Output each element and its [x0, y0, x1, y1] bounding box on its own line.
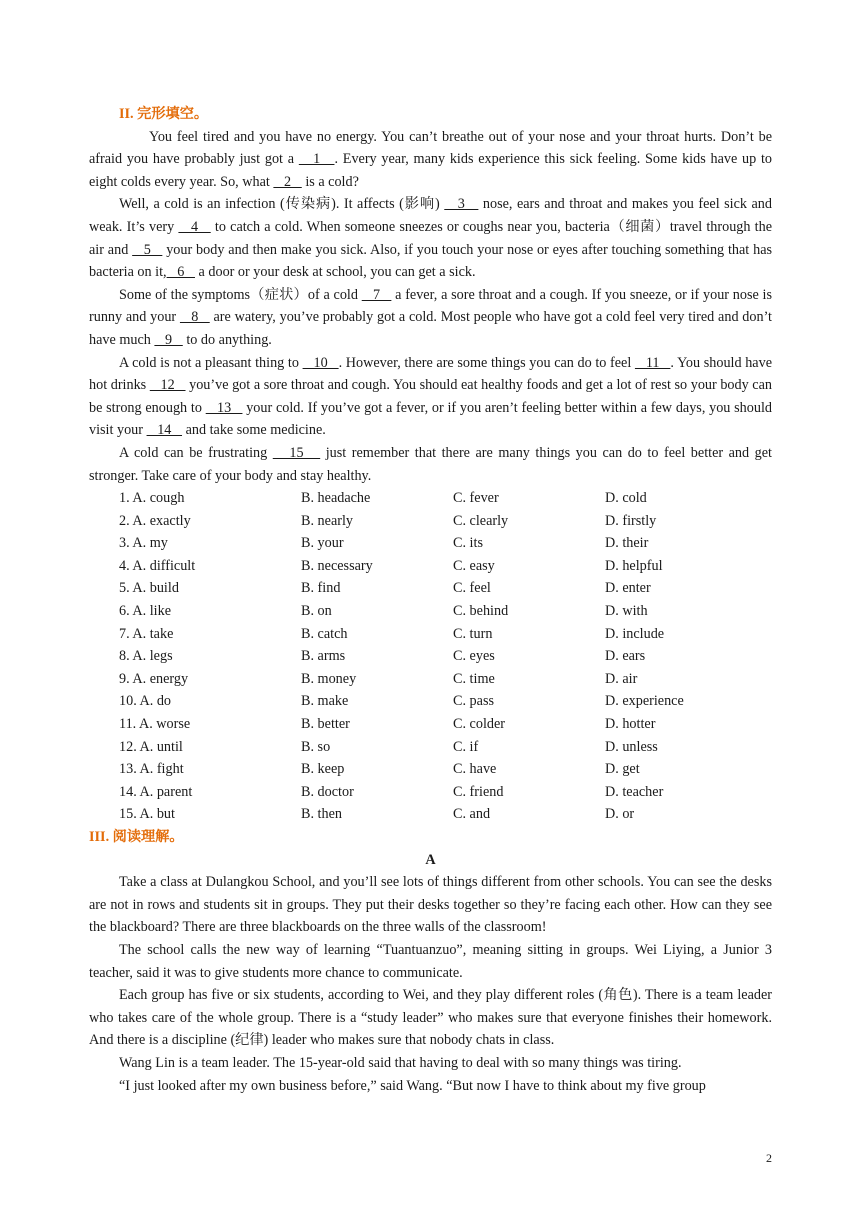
- option-c: C. clearly: [453, 512, 509, 529]
- option-row: [119, 781, 772, 804]
- option-c: C. fever: [453, 490, 499, 507]
- option-d: D. get: [605, 761, 640, 778]
- paragraph-text: your cold. If you’ve got a fever, or if you aren’t feeling better within a few days, you should visit your: [89, 399, 773, 439]
- option-b: B. make: [301, 693, 349, 710]
- paragraph-text: and take some medicine.: [182, 422, 326, 439]
- cloze-paragraph: [89, 352, 772, 442]
- option-row: [119, 736, 772, 759]
- option-b: B. on: [301, 603, 332, 620]
- paragraph-text: You feel tired and you have no energy. You can’t breathe out of your nose and your throat hurts. Don’t be afraid you have probably just got a: [89, 128, 772, 168]
- paragraph-text: a door or your desk at school, you can get a sick.: [194, 264, 476, 281]
- cloze-blank: 4: [178, 218, 211, 235]
- option-a: 3. A. my: [119, 535, 168, 552]
- reading-paragraph: Each group has five or six students, according to Wei, and they play different roles (角色). There is a team leader who takes care of the whole group. There is a “study leader” who makes sure that everyone finishes their homework. And there is a discipline (纪律) leader who makes sure that nobody chats in class.: [89, 987, 772, 1049]
- option-d: D. experience: [605, 693, 684, 710]
- cloze-blank: 6: [166, 264, 195, 281]
- reading-paragraph: Wang Lin is a team leader. The 15-year-old said that having to deal with so many things was tiring.: [119, 1054, 682, 1071]
- option-b: B. nearly: [301, 512, 354, 529]
- option-b: B. arms: [301, 648, 346, 665]
- paragraph-text: A cold can be frustrating: [119, 444, 273, 461]
- option-c: C. colder: [453, 716, 506, 733]
- option-a: 5. A. build: [119, 580, 179, 597]
- option-row: [119, 600, 772, 623]
- option-b: B. so: [301, 738, 331, 755]
- cloze-blank: 1: [298, 151, 335, 168]
- cloze-blank: 9: [154, 331, 183, 348]
- cloze-blank: 3: [444, 196, 479, 213]
- passage-title: A: [425, 851, 436, 868]
- option-row: [119, 623, 772, 646]
- paragraph-text: . You should have hot drinks: [89, 354, 772, 394]
- option-c: C. eyes: [453, 648, 495, 665]
- option-row: [119, 510, 772, 533]
- option-row: [119, 803, 772, 826]
- cloze-blank: 12: [149, 377, 186, 394]
- option-b: B. doctor: [301, 783, 354, 800]
- option-row: [119, 668, 772, 691]
- option-a: 8. A. legs: [119, 648, 173, 665]
- option-a: 4. A. difficult: [119, 557, 196, 574]
- option-d: D. helpful: [605, 557, 663, 574]
- option-a: 15. A. but: [119, 806, 175, 823]
- option-row: [119, 758, 772, 781]
- option-a: 14. A. parent: [119, 783, 193, 800]
- cloze-blank: 10: [302, 354, 339, 371]
- option-d: D. ears: [605, 648, 646, 665]
- option-b: B. then: [301, 806, 342, 823]
- cloze-options: [119, 487, 772, 826]
- option-b: B. find: [301, 580, 341, 597]
- cloze-blank: 11: [634, 354, 671, 371]
- option-b: B. keep: [301, 761, 345, 778]
- cloze-paragraph: [89, 442, 772, 487]
- paragraph-text: A cold is not a pleasant thing to: [119, 354, 303, 371]
- cloze-blank: 13: [205, 399, 243, 416]
- cloze-passage: [89, 126, 772, 488]
- paragraph-text: . However, there are some things you can do to feel: [338, 354, 635, 371]
- option-b: B. better: [301, 716, 350, 733]
- cloze-blank: 5: [132, 241, 163, 258]
- reading-paragraph: Take a class at Dulangkou School, and you’ll see lots of things different from other schools. You can see the desks are not in rows and students sit in groups. They put their desks together so they’re facing each other. How can they see the blackboard? There are three blackboards on the three walls of the classroom!: [89, 874, 772, 936]
- paragraph-text: Well, a cold is an infection (传染病). It affects (影响): [119, 196, 445, 213]
- option-a: 7. A. take: [119, 625, 174, 642]
- option-d: D. teacher: [605, 783, 664, 800]
- paragraph-text: just remember that there are many things you can do to feel better and get stronger. Take care of your body and stay healthy.: [89, 444, 772, 484]
- option-c: C. time: [453, 670, 495, 687]
- option-d: D. enter: [605, 580, 651, 597]
- option-d: D. air: [605, 670, 638, 687]
- option-d: D. or: [605, 806, 635, 823]
- cloze-blank: 2: [273, 173, 302, 190]
- option-row: [119, 713, 772, 736]
- page-number: 2: [766, 1151, 772, 1165]
- cloze-blank: 7: [361, 286, 392, 303]
- option-d: D. cold: [605, 490, 647, 507]
- cloze-paragraph: [89, 193, 772, 283]
- document-page: [89, 103, 772, 1097]
- option-a: 1. A. cough: [119, 490, 185, 507]
- reading-paragraph: “I just looked after my own business before,” said Wang. “But now I have to think about my five group: [119, 1077, 706, 1094]
- option-row: [119, 690, 772, 713]
- paragraph-text: to do anything.: [182, 331, 272, 348]
- option-a: 2. A. exactly: [119, 512, 191, 529]
- option-c: C. pass: [453, 693, 494, 710]
- option-b: B. necessary: [301, 557, 373, 574]
- option-a: 6. A. like: [119, 603, 172, 620]
- option-a: 13. A. fight: [119, 761, 184, 778]
- option-row: [119, 555, 772, 578]
- reading-passage: [89, 871, 772, 1097]
- option-d: D. their: [605, 535, 649, 552]
- paragraph-text: you’ve got a sore throat and cough. You should eat healthy foods and get a lot of rest so your body can be strong enough to: [89, 377, 772, 416]
- option-a: 9. A. energy: [119, 670, 189, 687]
- option-row: [119, 487, 772, 510]
- paragraph-text: are watery, you’ve probably got a cold. Most people who have got a cold feel very tired and don’t have much: [89, 309, 773, 348]
- option-a: 12. A. until: [119, 738, 183, 755]
- paragraph-text: . Every year, many kids experience this sick feeling. Some kids have up to eight colds every year. So, what: [89, 151, 773, 190]
- cloze-blank: 8: [179, 309, 210, 326]
- option-c: C. friend: [453, 783, 504, 800]
- option-c: C. if: [453, 738, 479, 755]
- paragraph-text: is a cold?: [301, 173, 359, 190]
- cloze-blank: 15: [272, 444, 321, 461]
- reading-heading: III. 阅读理解。: [89, 829, 184, 845]
- option-d: D. hotter: [605, 716, 656, 733]
- paragraph-text: your body and then make you sick. Also, if you touch your nose or eyes after touching something that has bacteria on it,: [89, 241, 773, 281]
- option-row: [119, 645, 772, 668]
- option-row: [119, 577, 772, 600]
- option-c: C. and: [453, 806, 491, 823]
- option-a: 10. A. do: [119, 693, 172, 710]
- paragraph-text: to catch a cold. When someone sneezes or coughs near you, bacteria（细菌）travel through the air and: [89, 218, 773, 258]
- option-c: C. behind: [453, 603, 509, 620]
- option-b: B. money: [301, 670, 357, 687]
- option-c: C. its: [453, 535, 483, 552]
- option-c: C. feel: [453, 580, 491, 597]
- paragraph-text: Some of the symptoms（症状）of a cold: [119, 286, 362, 303]
- option-row: [119, 532, 772, 555]
- option-b: B. your: [301, 535, 344, 552]
- option-c: C. easy: [453, 557, 495, 574]
- option-b: B. catch: [301, 625, 348, 642]
- option-d: D. include: [605, 625, 665, 642]
- paragraph-text: a fever, a sore throat and a cough. If you sneeze, or if your nose is runny and your: [89, 286, 772, 326]
- option-a: 11. A. worse: [119, 716, 191, 733]
- option-d: D. unless: [605, 738, 658, 755]
- cloze-paragraph: [89, 126, 772, 194]
- reading-paragraph: The school calls the new way of learning “Tuantuanzuo”, meaning sitting in groups. Wei Liying, a Junior 3 teacher, said it was to give students more chance to communicate.: [89, 941, 772, 981]
- option-d: D. with: [605, 603, 648, 620]
- paragraph-text: nose, ears and throat and makes you feel sick and weak. It’s very: [89, 196, 772, 235]
- option-d: D. firstly: [605, 512, 657, 529]
- option-b: B. headache: [301, 490, 371, 507]
- cloze-blank: 14: [146, 422, 183, 439]
- option-c: C. turn: [453, 625, 493, 642]
- cloze-paragraph: [89, 284, 772, 352]
- cloze-heading: II. 完形填空。: [119, 106, 209, 122]
- option-c: C. have: [453, 761, 497, 778]
